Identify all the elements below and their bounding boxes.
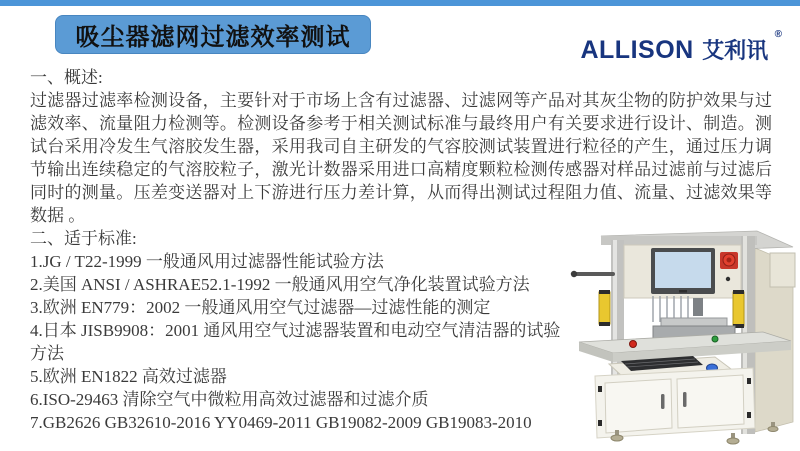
standard-item: 6.ISO-29463 清除空气中微粒用高效过滤器和过滤介质 bbox=[30, 390, 429, 409]
table-red-button bbox=[630, 341, 637, 348]
brand-name-en: ALLISON bbox=[580, 36, 694, 64]
title-banner bbox=[55, 15, 371, 54]
standard-item: 1.JG / T22-1999 一般通风用过滤器性能试验方法 bbox=[30, 252, 384, 271]
top-accent-strip bbox=[0, 0, 800, 6]
table-green-button bbox=[712, 336, 718, 342]
page-title: 吸尘器滤网过滤效率测试 bbox=[75, 25, 351, 51]
machine-lever bbox=[571, 271, 615, 277]
machine-spindle bbox=[693, 298, 703, 316]
standard-item: 5.欧洲 EN1822 高效过滤器 bbox=[30, 367, 227, 386]
standard-item: 7.GB2626 GB32610-2016 YY0469-2011 GB19082-2009 GB19083-2010 bbox=[30, 413, 532, 432]
overview-paragraph: 过滤器过滤率检测设备，主要针对于市场上含有过滤器、过滤网等产品对其灰尘物的防护效果与过滤效率、流量阻力检测等。检测设备参考于相关测试标准与最终用户有关要求进行设计、制造。测试台采用冷发生气溶胶发生器，采用我司自主研发的气容胶测试装置进行粒径的产生，通过压力调节输出连续稳定的气溶胶粒子，激光计数器采用进口高精度颗粒检测传感器对样品过滤前与过滤后同时的测量。压差变送器对上下游进行压力差计算，从而得出测试过程阻力值、流量、过滤效果等数据 。 bbox=[30, 91, 772, 225]
test-machine-illustration bbox=[565, 226, 797, 446]
machine-monitor bbox=[651, 248, 715, 294]
standards-list bbox=[30, 250, 570, 434]
registered-trademark-icon: ® bbox=[774, 29, 782, 40]
brand-name-cn: 艾利讯 bbox=[702, 38, 769, 63]
standard-item: 4.日本 JISB9908：2001 通风用空气过滤器装置和电动空气清洁器的试验方法 bbox=[30, 321, 561, 363]
panel-button bbox=[726, 277, 730, 281]
standard-item: 2.美国 ANSI / ASHRAE52.1-1992 一般通风用空气净化装置试验方法 bbox=[30, 275, 530, 294]
standards-heading: 二、适于标准: bbox=[30, 229, 137, 248]
overview-heading: 一、概述: bbox=[30, 68, 103, 87]
standard-item: 3.欧洲 EN779：2002 一般通风用空气过滤器—过滤性能的测定 bbox=[30, 298, 491, 317]
cabinet-handle bbox=[661, 394, 665, 409]
machine-side-box bbox=[770, 253, 795, 287]
machine-cabinet bbox=[595, 368, 755, 438]
equipment-photo bbox=[565, 226, 797, 446]
emergency-stop-button bbox=[720, 252, 738, 269]
cabinet-handle bbox=[683, 392, 687, 407]
brand-logo bbox=[580, 29, 782, 64]
